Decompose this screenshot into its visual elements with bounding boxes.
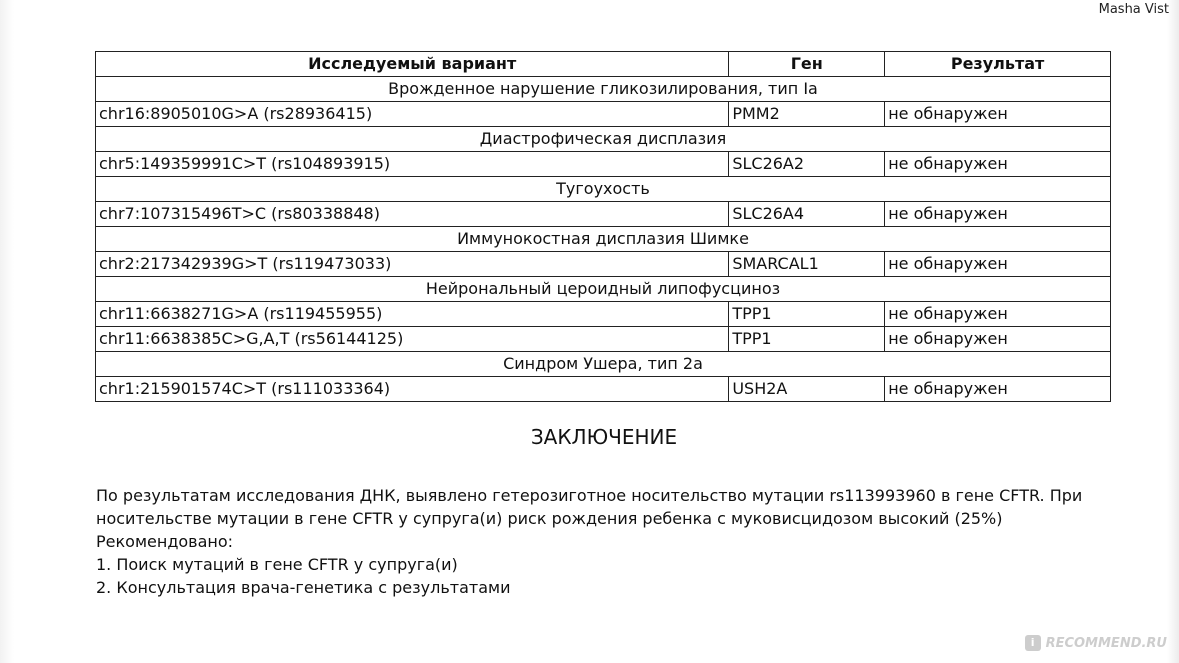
result-cell: не обнаружен — [885, 252, 1111, 277]
recommended-label: Рекомендовано: — [96, 532, 234, 551]
result-cell: не обнаружен — [885, 327, 1111, 352]
gene-cell: SLC26A2 — [729, 152, 885, 177]
result-cell: не обнаружен — [885, 102, 1111, 127]
group-title: Диастрофическая дисплазия — [96, 127, 1111, 152]
result-cell: не обнаружен — [885, 377, 1111, 402]
variant-cell: chr7:107315496T>C (rs80338848) — [96, 202, 729, 227]
group-row — [96, 352, 1111, 377]
group-row — [96, 227, 1111, 252]
column-header-result: Результат — [885, 52, 1111, 77]
result-cell: не обнаружен — [885, 302, 1111, 327]
table-row — [96, 327, 1111, 352]
gene-cell: USH2A — [729, 377, 885, 402]
variant-cell: chr16:8905010G>A (rs28936415) — [96, 102, 729, 127]
recommendation-item-2: 2. Консультация врача-генетика с результатами — [96, 578, 511, 597]
group-title: Тугоухость — [96, 177, 1111, 202]
column-header-gene: Ген — [729, 52, 885, 77]
username-label[interactable]: Masha Vist — [1098, 2, 1169, 17]
column-header-variant: Исследуемый вариант — [96, 52, 729, 77]
conclusion-paragraph: По результатам исследования ДНК, выявлено гетерозиготное носительство мутации rs113993960 в гене CFTR. При носительстве мутации в гене CFTR у супруга(и) риск рождения ребенка с муковисцидозом высокий (25%) — [96, 486, 1083, 528]
gene-cell: PMM2 — [729, 102, 885, 127]
table-row — [96, 252, 1111, 277]
table-row — [96, 152, 1111, 177]
gene-cell: SMARCAL1 — [729, 252, 885, 277]
group-title: Нейрональный цероидный липофусциноз — [96, 277, 1111, 302]
gene-cell: TPP1 — [729, 302, 885, 327]
table-row — [96, 102, 1111, 127]
watermark-text: RECOMMEND.RU — [1045, 635, 1167, 651]
recommend-logo-icon: i — [1025, 635, 1041, 651]
conclusion-body — [96, 484, 1096, 599]
variant-cell: chr2:217342939G>T (rs119473033) — [96, 252, 729, 277]
recommendation-item-1: 1. Поиск мутаций в гене CFTR у супруга(и) — [96, 555, 458, 574]
gene-cell: SLC26A4 — [729, 202, 885, 227]
table-row — [96, 202, 1111, 227]
result-cell: не обнаружен — [885, 152, 1111, 177]
result-cell: не обнаружен — [885, 202, 1111, 227]
group-row — [96, 77, 1111, 102]
group-title: Врожденное нарушение гликозилирования, тип Ia — [96, 77, 1111, 102]
table-row — [96, 302, 1111, 327]
watermark — [1025, 635, 1167, 651]
group-row — [96, 127, 1111, 152]
variants-table — [95, 51, 1111, 402]
variant-cell: chr11:6638271G>A (rs119455955) — [96, 302, 729, 327]
variant-cell: chr1:215901574C>T (rs111033364) — [96, 377, 729, 402]
conclusion-heading: ЗАКЛЮЧЕНИЕ — [530, 425, 678, 449]
variant-cell: chr5:149359991C>T (rs104893915) — [96, 152, 729, 177]
group-row — [96, 177, 1111, 202]
table-header-row — [96, 52, 1111, 77]
group-title: Иммунокостная дисплазия Шимке — [96, 227, 1111, 252]
group-title: Синдром Ушера, тип 2a — [96, 352, 1111, 377]
table-row — [96, 377, 1111, 402]
page-edge-right — [1167, 0, 1179, 663]
group-row — [96, 277, 1111, 302]
variant-cell: chr11:6638385C>G,A,T (rs56144125) — [96, 327, 729, 352]
gene-cell: TPP1 — [729, 327, 885, 352]
page-edge-left — [0, 0, 14, 663]
